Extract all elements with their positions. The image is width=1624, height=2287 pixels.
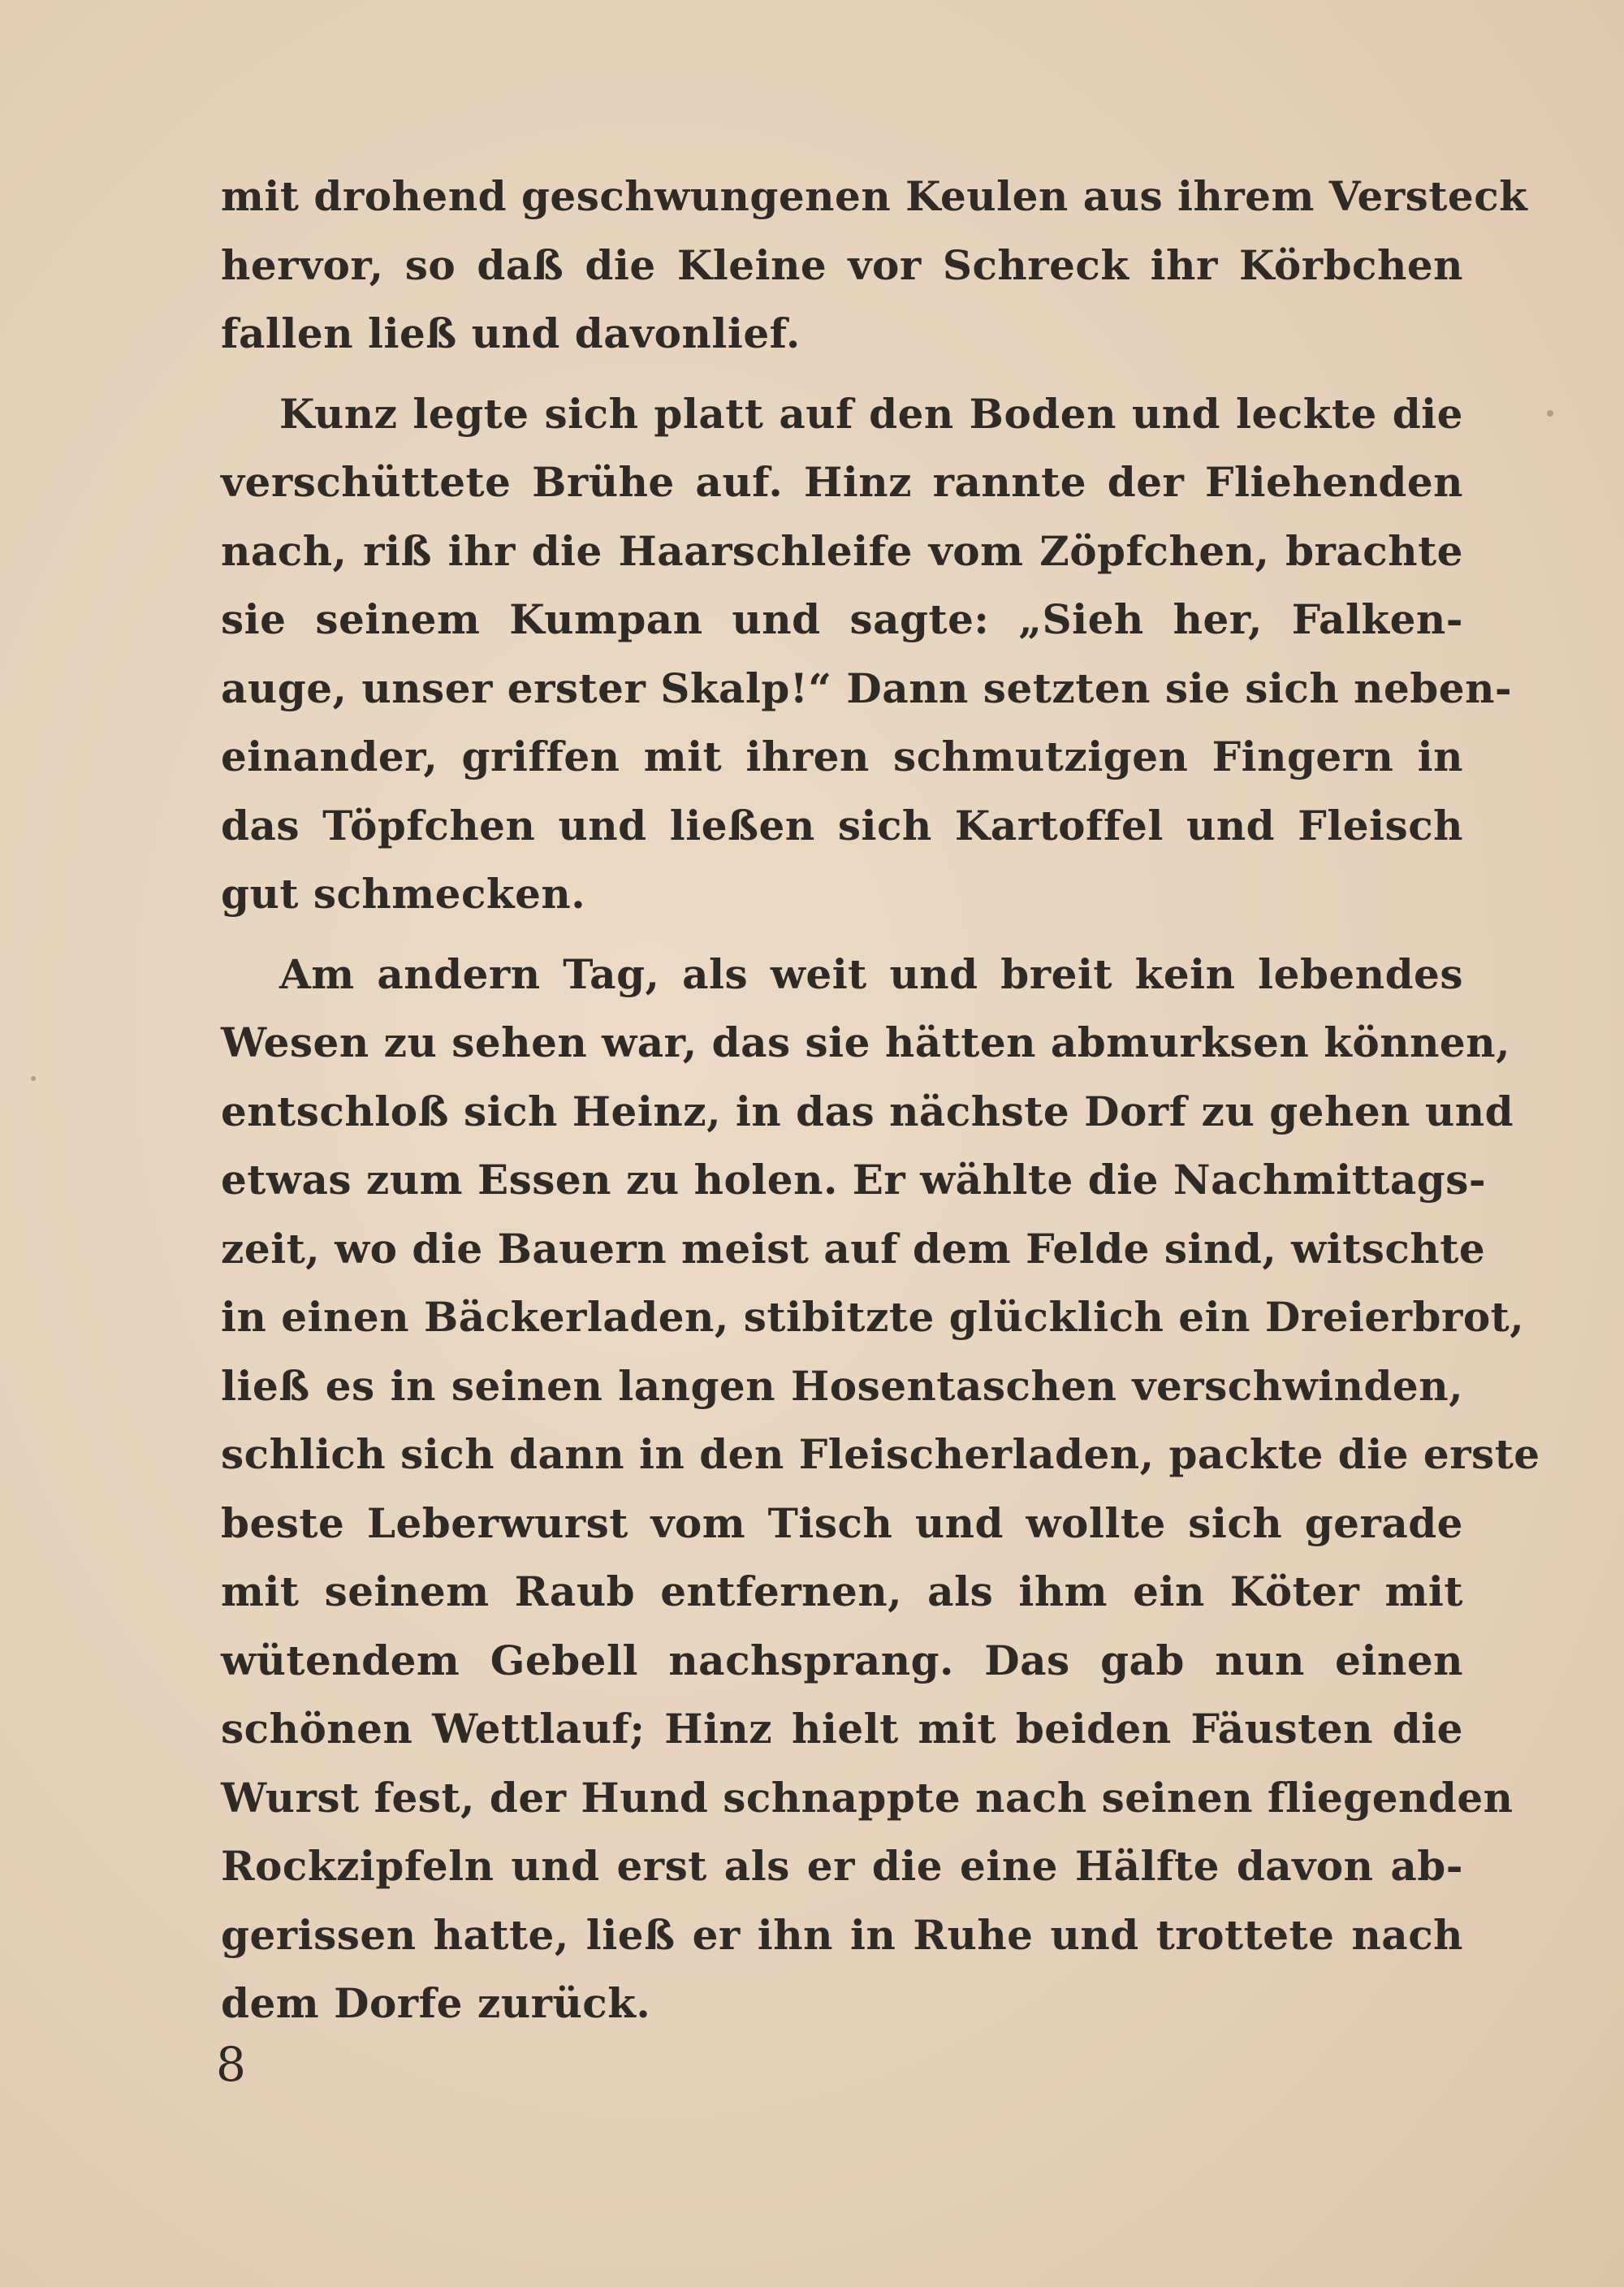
text-line: schlich sich dann in den Fleischerladen, packte die erste	[221, 1430, 1540, 1478]
text-line: auge, unser erster Skalp!“ Dann setzten sie sich neben-	[221, 664, 1513, 712]
text-line: gut schmecken.	[221, 870, 586, 918]
text-line: hervor, so daß die Kleine vor Schreck ihr Körbchen	[221, 240, 1463, 289]
text-line: wütendem Gebell nachsprang. Das gab nun einen	[221, 1636, 1463, 1684]
text-line: dem Dorfe zurück.	[221, 1979, 651, 2027]
text-line: zeit, wo die Bauern meist auf dem Felde sind, witschte	[221, 1224, 1486, 1273]
text-line: verschüttete Brühe auf. Hinz rannte der Fliehenden	[221, 458, 1463, 506]
text-line: mit seinem Raub entfernen, als ihm ein Köter mit	[221, 1567, 1463, 1615]
body-text	[221, 162, 1540, 2038]
text-line: Am andern Tag, als weit und breit kein lebendes	[279, 949, 1463, 998]
text-line: ließ es in seinen langen Hosentaschen verschwinden,	[221, 1361, 1463, 1410]
text-line: Wurst fest, der Hund schnappte nach seinen fliegenden	[221, 1773, 1514, 1822]
text-line: das Töpfchen und ließen sich Kartoffel und Fleisch	[221, 801, 1463, 850]
text-line: sie seinem Kumpan und sagte: „Sieh her, Falken-	[221, 595, 1463, 643]
paper-speck	[31, 1076, 36, 1081]
text-line: entschloß sich Heinz, in das nächste Dorf zu gehen und	[221, 1087, 1514, 1135]
text-line: in einen Bäckerladen, stibitzte glücklich ein Dreierbrot,	[221, 1293, 1525, 1341]
text-line: einander, griffen mit ihren schmutzigen Fingern in	[221, 733, 1463, 780]
text-line: mit drohend geschwungenen Keulen aus ihrem Versteck	[221, 172, 1528, 220]
text-line: etwas zum Essen zu holen. Er wählte die Nachmittags-	[221, 1156, 1487, 1204]
text-line: Rockzipfeln und erst als er die eine Hälfte davon ab-	[221, 1842, 1463, 1890]
text-line: schönen Wettlauf; Hinz hielt mit beiden Fäusten die	[221, 1705, 1463, 1753]
text-line: fallen ließ und davonlief.	[221, 309, 801, 357]
text-line: nach, riß ihr die Haarschleife vom Zöpfchen, brachte	[221, 526, 1463, 575]
text-line: Kunz legte sich platt auf den Boden und leckte die	[279, 389, 1463, 438]
text-line: beste Leberwurst vom Tisch und wollte sich gerade	[221, 1498, 1463, 1547]
paper-speck	[1547, 410, 1553, 417]
page-number: 8	[216, 2037, 246, 2092]
text-line: Wesen zu sehen war, das sie hätten abmurksen können,	[221, 1018, 1510, 1066]
text-line: gerissen hatte, ließ er ihn in Ruhe und trottete nach	[221, 1910, 1463, 1959]
